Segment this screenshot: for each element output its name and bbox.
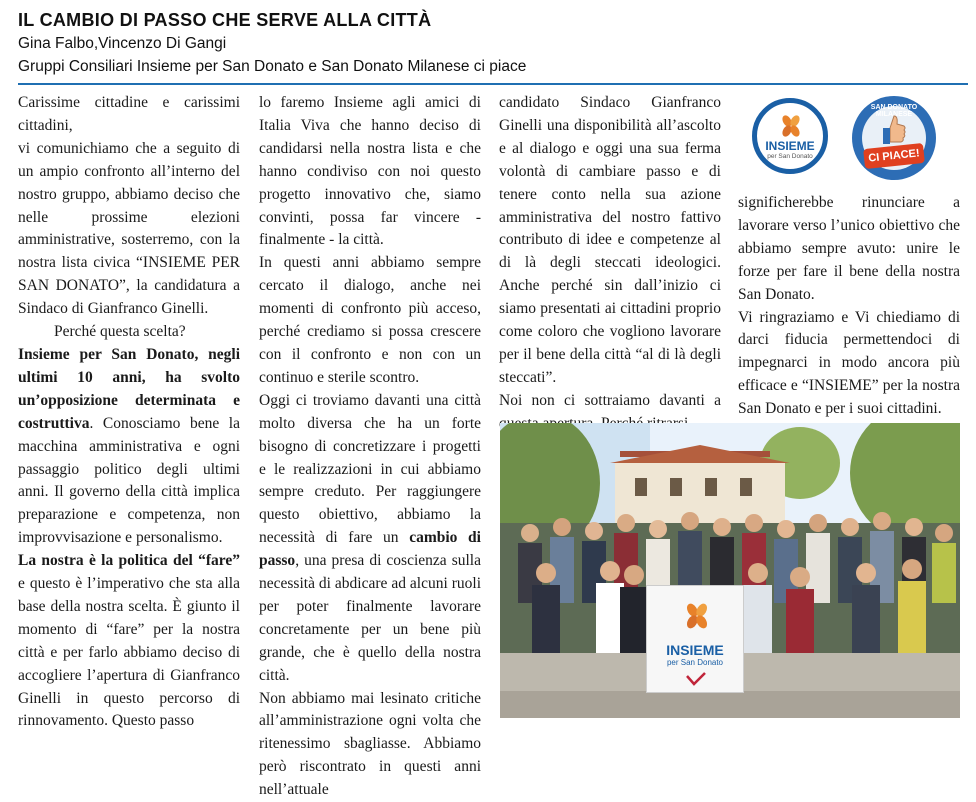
bold-phrase: cambio di passo: [259, 529, 481, 570]
paragraph: Vi ringraziamo e Vi chiediamo di darci fiducia permettendoci di impegnarci in modo ancora più efficace e “INSIEME” per la nostra San Donato e per i suoi cittadini.: [738, 308, 960, 418]
sign-subtitle: per San Donato: [666, 658, 724, 667]
header-divider: [18, 83, 968, 85]
sign-title: INSIEME: [666, 642, 724, 658]
bold-statement: La nostra è la politica del “fare”: [18, 552, 240, 570]
paragraph-text: e questo è l’imperativo che sta alla base della nostra scelta. È giunto il momento di “fare” per la nostra città e per farlo abbiamo deciso di accogliere l’apertura di Gianfranco Ginelli in questo percorso di rinnovamento. Questo passo: [18, 575, 240, 730]
paragraph: significherebbe rinunciare a lavorare verso l’unico obiettivo che abbiamo sempre avuto: unire le forze per fare il bene della nostra San Donato.: [738, 194, 960, 303]
article-title: IL CAMBIO DI PASSO CHE SERVE ALLA CITTÀ: [18, 10, 432, 30]
paragraph: In questi anni abbiamo sempre cercato il dialogo, anche nei momenti di confronto più acceso, perché crediamo si possa crescere con il confronto e non con un continuo e sterile scontro.: [259, 254, 481, 386]
paragraph: [18, 344, 240, 550]
text-column-3: [499, 92, 721, 436]
paragraph: Non abbiamo mai lesinato critiche all’amministrazione ogni volta che ritenessimo sbagliasse. Abbiamo però riscontrato in questi anni nell’attuale: [259, 689, 481, 799]
question: Perché questa scelta?: [54, 323, 186, 341]
logo-badge: CI PIACE!: [863, 143, 925, 169]
logo-subtitle: per San Donato: [767, 153, 813, 160]
paragraph-text: . Conosciamo bene la macchina amministrativa e ogni passaggio politico degli ultimi anni. Il governo della città implica preparazione e competenza, non improvvisazione e personalismo.: [18, 414, 240, 547]
thumbs-up-icon: [882, 114, 906, 148]
bold-statement: Insieme per San Donato, negli ultimi 10 anni, ha svolto un’opposizione determinata e costruttiva: [18, 345, 240, 432]
paragraph: lo faremo Insieme agli amici di Italia Viva che hanno deciso di candidarsi nella nostra lista e che hanno condiviso con noi questo progetto innovativo che, siamo convinti, possa far vincere - finalmente - la città.: [259, 94, 481, 249]
group-photo: [500, 423, 960, 718]
paragraph: Noi non ci sottraiamo davanti a: [499, 391, 721, 409]
logo-ring-text: SAN DONATO MILANESE: [870, 104, 918, 118]
article-groups: Gruppi Consiliari Insieme per San Donato e San Donato Milanese ci piace: [18, 58, 527, 75]
paragraph: candidato Sindaco Gianfranco Ginelli una disponibilità all’ascolto e al dialogo e oggi una sua ferma volontà di cambiare passo e di tenere conto nella sua azione amministrativa del nostro fattivo contributo di idee e competenze al di là degli steccati ideologici. Anche perché sin dall’inizio ci siamo presentati ai cittadini proprio come coloro che vogliono lavorare per il bene della città “al di là degli steccati”.: [499, 94, 721, 386]
article-header: [18, 8, 968, 78]
text-column-2: [259, 92, 481, 802]
paragraph: [259, 390, 481, 688]
flower-icon: [683, 602, 711, 630]
san-donato-milanese-logo: [852, 96, 936, 180]
salutation: Carissime cittadine e carissimi cittadini,: [18, 94, 240, 134]
insieme-sign: [646, 585, 744, 693]
text-column-4: [738, 192, 960, 421]
flower-icon: [779, 115, 803, 137]
paragraph: vi comunichiamo che a seguito di un ampio confronto all’interno del nostro gruppo, abbiamo deciso che nelle prossime elezioni amministrative, sosterremo, con la nostra lista civica “INSIEME PER SAN DONATO”, la candidatura a Sindaco di Gianfranco Ginelli.: [18, 139, 240, 318]
paragraph-text: , una presa di coscienza sulla necessità di abdicare ad alcuni ruoli per poter finalmente lavorare concretamente per un bene più grande, che è quello della nostra città.: [259, 552, 481, 684]
article-authors: Gina Falbo,Vincenzo Di Gangi: [18, 35, 227, 52]
text-column-1: [18, 92, 240, 733]
checkmark-icon: [685, 672, 707, 686]
paragraph: [18, 550, 240, 733]
logo-title: INSIEME: [765, 139, 815, 153]
insieme-logo: [752, 98, 828, 174]
party-logos: [748, 98, 948, 182]
paragraph-text: Oggi ci troviamo davanti una città molto diversa che ha un forte bisogno di concretizzare i progetti e le realizzazioni in cui abbiamo sempre creduto. Per raggiungere questo obiettivo, abbiamo la necessità di fare un: [259, 391, 481, 547]
